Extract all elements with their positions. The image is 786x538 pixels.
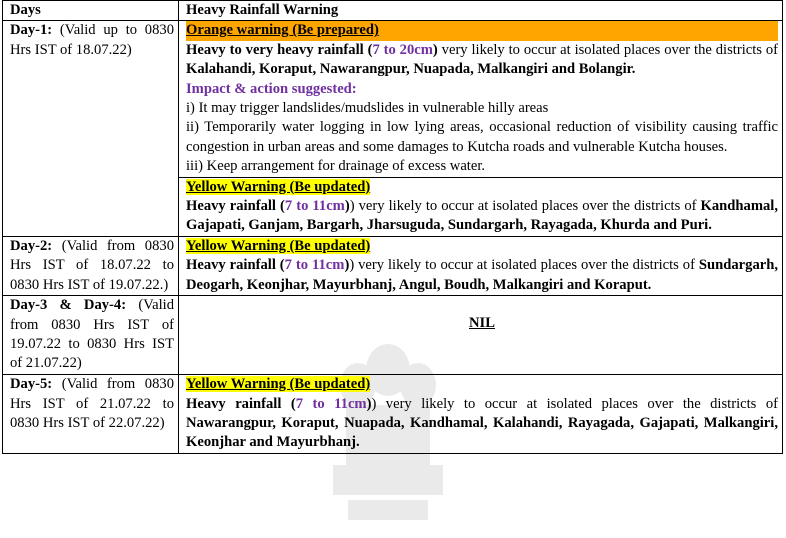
day5-amount: 7 to 11cm <box>295 395 367 412</box>
yellow-warning-badge: Yellow Warning (Be updated) <box>186 237 371 254</box>
day1-label: Day-1: <box>10 22 53 39</box>
day1-validity: (Valid up to 0830 Hrs IST of 18.07.22) <box>10 22 174 58</box>
day2-cell <box>3 236 179 295</box>
day34-validity: (Valid from 0830 Hrs IST of 19.07.22 to 0830 Hrs IST of 21.07.22) <box>10 297 174 372</box>
day5-mid: ) very likely to occur at isolated places over the districts of <box>371 395 778 412</box>
day5-warning-cell: Yellow Warning (Be updated) Heavy rainfall (7 to 11cm)) very likely to occur at isolated places over the districts of Nawarangpur, Koraput, Nuapada, Kandhamal, Kalahandi, Rayagada, Gajapati, Malkangiri, Keonjhar and Mayurbhanj. <box>179 375 783 454</box>
day1-yellow-amount: 7 to 11cm <box>284 198 345 215</box>
header-days: Days <box>3 1 179 21</box>
impact-item-1: i) It may trigger landslides/mudslides in vulnerable hilly areas <box>186 100 549 117</box>
day1-yellow-lead: Heavy rainfall ( <box>186 198 285 215</box>
day2-amount: 7 to 11cm <box>284 257 345 274</box>
day2-mid: ) very likely to occur at isolated places over the districts of <box>349 257 699 274</box>
impact-item-3: iii) Keep arrangement for drainage of excess water. <box>186 158 486 175</box>
day2-label: Day-2: <box>10 237 53 254</box>
table-row <box>3 296 783 375</box>
day1-orange-amount: 7 to 20cm <box>372 41 433 58</box>
yellow-warning-badge: Yellow Warning (Be updated) <box>186 178 371 195</box>
day5-label: Day-5: <box>10 376 53 393</box>
day1-yellow-cell: Yellow Warning (Be updated) Heavy rainfall (7 to 11cm)) very likely to occur at isolated places over the districts of Kandhamal, Gajapati, Ganjam, Bargarh, Jharsuguda, Sundargarh, Rayagada, Khurda and Puri. <box>179 177 783 236</box>
header-warning: Heavy Rainfall Warning <box>179 1 783 21</box>
day2-warning-cell: Yellow Warning (Be updated) Heavy rainfall (7 to 11cm)) very likely to occur at isolated places over the districts of Sundargarh, Deogarh, Keonjhar, Mayurbhanj, Angul, Boudh, Malkangiri and Koraput. <box>179 236 783 295</box>
rainfall-warning-table <box>2 0 783 454</box>
day2-validity: (Valid from 0830 Hrs IST of 18.07.22 to 0830 Hrs IST of 19.07.22.) <box>10 237 174 293</box>
table-header-row <box>3 1 783 21</box>
day1-orange-districts: Kalahandi, Koraput, Nawarangpur, Nuapada, Malkangiri and Bolangir. <box>186 61 636 78</box>
table-row <box>3 21 783 177</box>
day1-orange-cell: Orange warning (Be prepared) Heavy to very heavy rainfall (7 to 20cm) very likely to occur at isolated places over the districts of Kalahandi, Koraput, Nawarangpur, Nuapada, Malkangiri and Bolangir. Impact & action suggested: i) It may trigger landslides/mudslides in vulnerable hilly areas ii) Temporarily water logging in low lying areas, occasional reduction of visibility causing traffic congestion in urban areas and some damages to Kutcha roads and vulnerable Kutcha houses. iii) Keep arrangement for drainage of excess water. <box>179 21 783 177</box>
orange-warning-badge: Orange warning (Be prepared) <box>186 21 778 40</box>
day1-orange-mid: very likely to occur at isolated places over the districts of <box>437 41 778 58</box>
day2-lead: Heavy rainfall ( <box>186 257 285 274</box>
day5-lead: Heavy rainfall ( <box>186 395 296 412</box>
day5-districts: Nawarangpur, Koraput, Nuapada, Kandhamal, Kalahandi, Rayagada, Gajapati, Malkangiri, Keonjhar and Mayurbhanj. <box>186 414 778 451</box>
day2-districts: Sundargarh, Deogarh, Keonjhar, Mayurbhanj, Angul, Boudh, Malkangiri and Koraput. <box>186 257 778 293</box>
impact-item-2: ii) Temporarily water logging in low lying areas, occasional reduction of visibility causing traffic congestion in urban areas and some damages to Kutcha roads and vulnerable Kutcha houses. <box>186 119 778 155</box>
nil-text: NIL <box>469 315 495 332</box>
day5-cell <box>3 375 179 454</box>
day34-label: Day-3 & Day-4: <box>10 297 127 314</box>
yellow-warning-badge: Yellow Warning (Be updated) <box>186 376 371 393</box>
day34-warning-cell <box>179 296 783 375</box>
day1-orange-lead: Heavy to very heavy rainfall ( <box>186 41 373 58</box>
impact-title: Impact & action suggested: <box>186 80 357 97</box>
table-row <box>3 375 783 454</box>
day1-yellow-mid: ) very likely to occur at isolated places over the districts of <box>349 198 701 215</box>
table-row <box>3 236 783 295</box>
day34-cell <box>3 296 179 375</box>
day5-validity: (Valid from 0830 Hrs IST of 21.07.22 to 0830 Hrs IST of 22.07.22) <box>10 376 174 431</box>
day1-cell <box>3 21 179 236</box>
day1-yellow-districts: Kandhamal, Gajapati, Ganjam, Bargarh, Jharsuguda, Sundargarh, Rayagada, Khurda and Puri. <box>186 198 778 234</box>
